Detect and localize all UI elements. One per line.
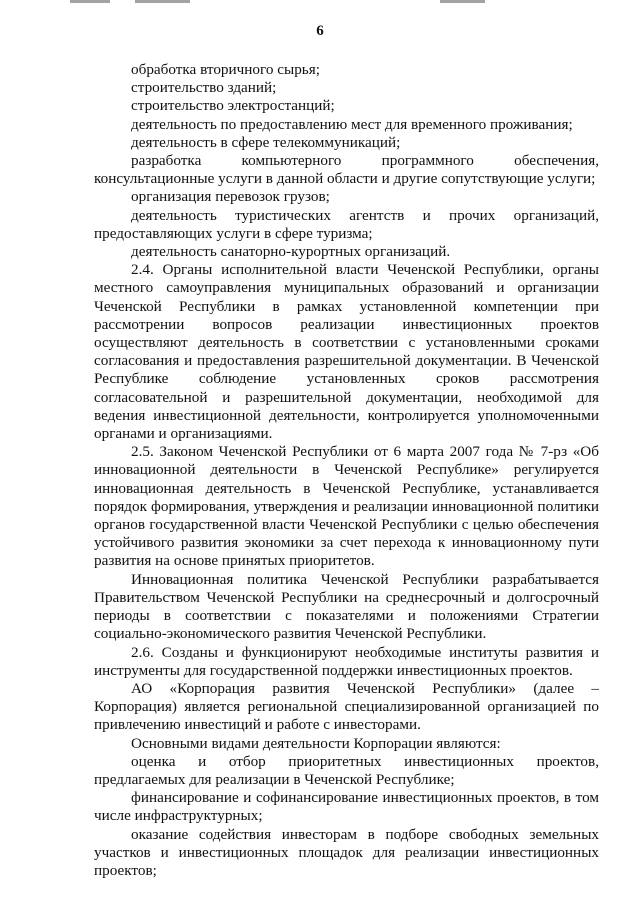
paragraph: 2.5. Законом Чеченской Республики от 6 марта 2007 года № 7-рз «Об инновационной деятельности в Чеченской Республике» регулируется инновационная деятельность в Чеченской Республике, устанавливается порядок формирования, утверждения и реализации инновационной политики органов государственной власти Чеченской Республики с целью обеспечения устойчивого развития экономики за счет перехода к инновационному пути развития на основе принятых приоритетов. — [94, 443, 599, 570]
paragraph: оценка и отбор приоритетных инвестиционных проектов, предлагаемых для реализации в Чеченской Республике; — [94, 752, 599, 788]
scan-edge-mark — [440, 0, 485, 3]
scan-edge-mark — [135, 0, 190, 3]
scan-edge-mark — [70, 0, 110, 3]
paragraph: деятельность в сфере телекоммуникаций; — [131, 133, 401, 151]
paragraph: 2.6. Созданы и функционируют необходимые институты развития и инструменты для государственной поддержки инвестиционных проектов. — [94, 643, 599, 679]
document-body — [94, 61, 599, 880]
paragraph: Основными видами деятельности Корпорации являются: — [131, 734, 501, 752]
paragraph: деятельность по предоставлению мест для временного проживания; — [131, 115, 573, 133]
paragraph: разработка компьютерного программного обеспечения, консультационные услуги в данной области и другие сопутствующие услуги; — [94, 152, 599, 188]
paragraph: 2.4. Органы исполнительной власти Чеченской Республики, органы местного самоуправления муниципальных образований и организации Чеченской Республики в рамках установленной компетенции при рассмотрении вопросов реализации инвестиционных проектов осуществляют деятельность в соответствии с установленными сроками согласования и предоставления разрешительной документации. В Чеченской Республике соблюдение установленных сроков рассмотрения согласовательной и разрешительной документации, необходимой для ведения инвестиционной деятельности, контролируется уполномоченными органами и организациями. — [94, 261, 599, 443]
paragraph: Инновационная политика Чеченской Республики разрабатывается Правительством Чеченской Республики на среднесрочный и долгосрочный периоды в соответствии с показателями и положениями Стратегии социально-экономического развития Чеченской Республики. — [94, 570, 599, 643]
paragraph: строительство электростанций; — [131, 97, 335, 115]
paragraph: строительство зданий; — [131, 79, 277, 97]
paragraph: организация перевозок грузов; — [131, 188, 330, 206]
paragraph: обработка вторичного сырья; — [131, 61, 320, 78]
paragraph: оказание содействия инвесторам в подборе свободных земельных участков и инвестиционных площадок для реализации инвестиционных проектов; — [94, 825, 599, 879]
paragraph: финансирование и софинансирование инвестиционных проектов, в том числе инфраструктурных; — [94, 789, 599, 825]
paragraph: деятельность санаторно-курортных организаций. — [131, 243, 451, 261]
paragraph: деятельность туристических агентств и прочих организаций, предоставляющих услуги в сфере туризма; — [94, 206, 599, 242]
page-number: 6 — [316, 23, 324, 39]
paragraph: АО «Корпорация развития Чеченской Республики» (далее – Корпорация) является региональной специализированной организацией по привлечению инвестиций и работе с инвесторами. — [94, 679, 599, 734]
